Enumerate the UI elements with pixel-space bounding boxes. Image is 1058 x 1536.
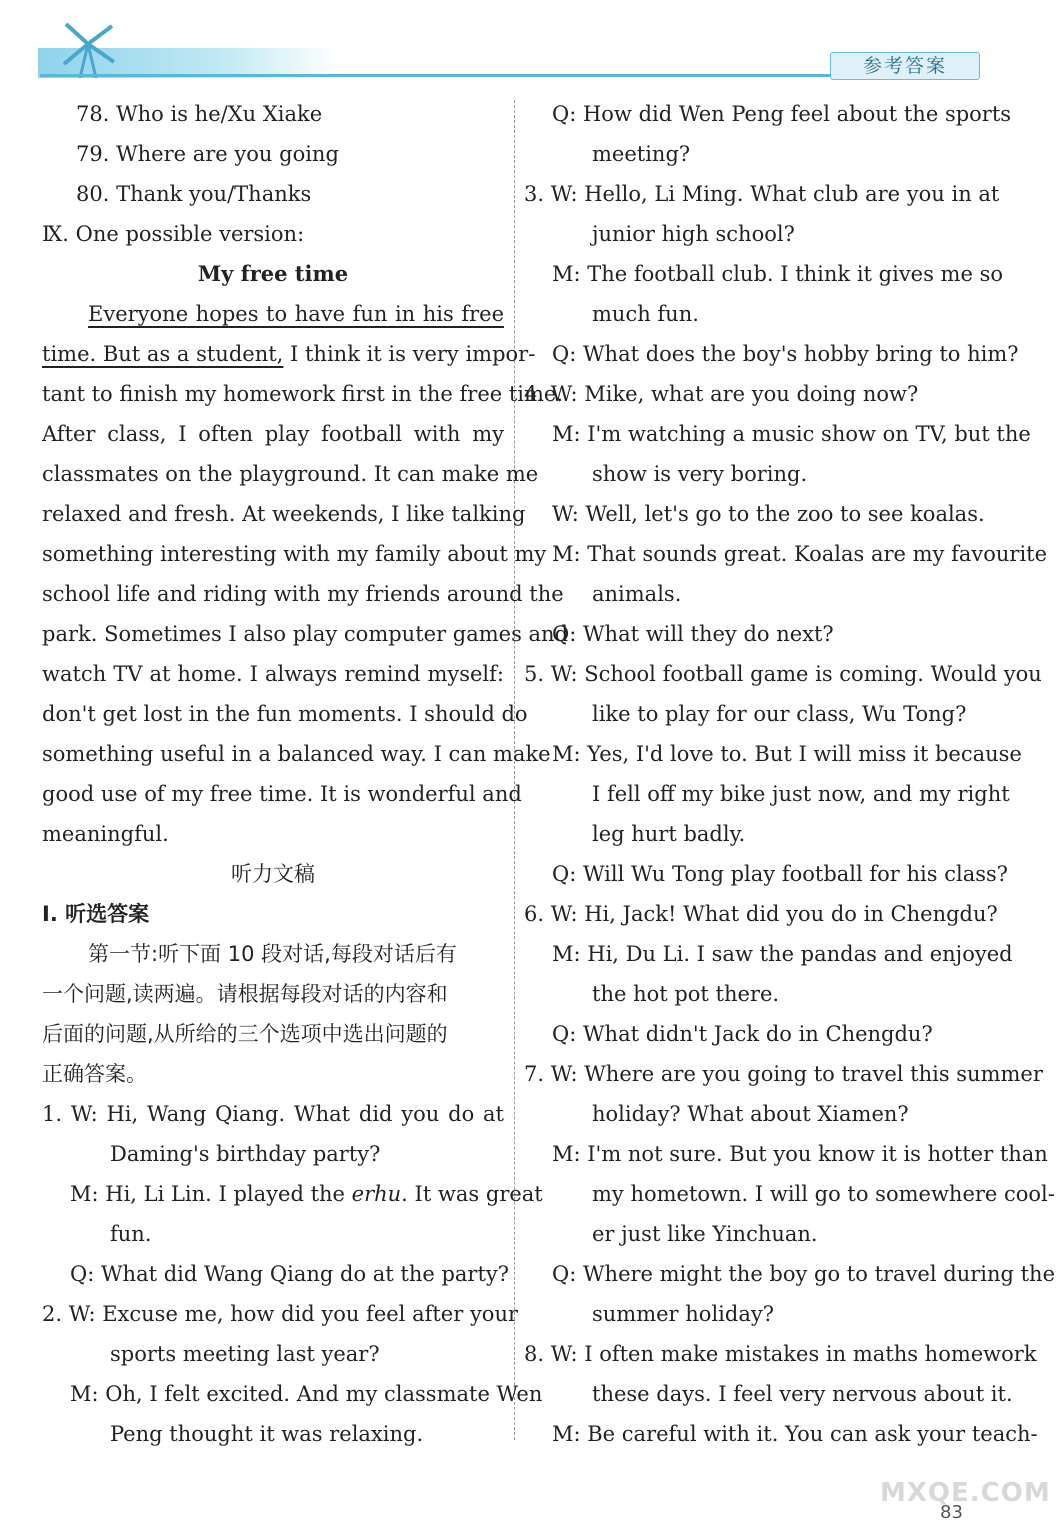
instruction-line: 正确答案。 — [42, 1062, 147, 1086]
essay-title: My free time — [197, 261, 349, 286]
listening-script-title: 听力文稿 — [231, 862, 315, 886]
dialogue-line: 8. W: I often make mistakes in maths homework — [524, 1342, 1037, 1366]
dialogue-text: M: Hi, Li Lin. I played the — [70, 1182, 352, 1206]
essay-line-rest: I think it is very impor- — [283, 342, 536, 366]
dialogue-question: Q: What does the boy's hobby bring to him? — [552, 342, 1019, 366]
dialogue-line: the hot pot there. — [592, 982, 780, 1006]
dialogue-question: Q: Where might the boy go to travel during the — [552, 1262, 1056, 1286]
dialogue-line: M: I'm watching a music show on TV, but the — [552, 422, 1031, 446]
right-column — [524, 94, 1056, 1454]
dialogue-line: M: I'm not sure. But you know it is hotter than — [552, 1142, 1048, 1166]
dialogue-line: show is very boring. — [592, 462, 808, 486]
dialogue-line: sports meeting last year? — [110, 1342, 380, 1366]
dialogue-question: Q: What did Wang Qiang do at the party? — [70, 1262, 510, 1286]
dialogue-line: er just like Yinchuan. — [592, 1222, 818, 1246]
dialogue-line: animals. — [592, 582, 682, 606]
answer-78: 78. Who is he/Xu Xiake — [76, 102, 323, 126]
dialogue-line: M: Yes, I'd love to. But I will miss it because — [552, 742, 1022, 766]
dialogue-line: 4. W: Mike, what are you doing now? — [524, 382, 919, 406]
dialogue-italic: erhu — [351, 1182, 402, 1206]
dialogue-line: meeting? — [592, 142, 691, 166]
essay-line: don't get lost in the fun moments. I should do — [42, 702, 528, 726]
page-number: 83 — [940, 1502, 963, 1523]
dialogue-line: leg hurt badly. — [592, 822, 746, 846]
dialogue-line: 5. W: School football game is coming. Would you — [524, 662, 1042, 686]
header-rule — [40, 74, 830, 77]
essay-line: classmates on the playground. It can make me — [42, 462, 539, 486]
essay-line — [42, 334, 536, 374]
dialogue-line: M: The football club. I think it gives me so — [552, 262, 1003, 286]
essay-line: school life and riding with my friends around the — [42, 582, 564, 606]
dialogue-line: like to play for our class, Wu Tong? — [592, 702, 967, 726]
instruction-line: 第一节:听下面 10 段对话,每段对话后有 — [88, 942, 457, 966]
column-divider — [514, 100, 515, 1440]
instruction-line: 后面的问题,从所给的三个选项中选出问题的 — [42, 1022, 448, 1046]
watermark: MXQE.COM — [880, 1478, 1051, 1508]
dialogue-line: 2. W: Excuse me, how did you feel after your — [42, 1302, 519, 1326]
instruction-line: 一个问题,读两遍。请根据每段对话的内容和 — [42, 982, 448, 1006]
windmill-icon — [58, 20, 118, 78]
essay-line: good use of my free time. It is wonderful and — [42, 782, 522, 806]
essay-line: meaningful. — [42, 822, 169, 846]
essay-line: something interesting with my family about my — [42, 542, 547, 566]
dialogue-question: Q: Will Wu Tong play football for his class? — [552, 862, 1009, 886]
dialogue-line: much fun. — [592, 302, 699, 326]
essay-line: After class, I often play football with my — [42, 422, 504, 446]
dialogue-line: 3. W: Hello, Li Ming. What club are you in at — [524, 182, 1000, 206]
answer-key-badge: 参考答案 — [830, 52, 980, 80]
dialogue-question: Q: How did Wen Peng feel about the sports — [552, 102, 1012, 126]
dialogue-line: M: Oh, I felt excited. And my classmate Wen — [70, 1382, 543, 1406]
listening-section-heading: Ⅰ. 听选答案 — [42, 902, 150, 926]
left-column — [42, 94, 569, 1454]
dialogue-line: W: Well, let's go to the zoo to see koalas. — [552, 502, 985, 526]
dialogue-line: 1. W: Hi, Wang Qiang. What did you do at — [42, 1102, 504, 1126]
dialogue-line: I fell off my bike just now, and my right — [592, 782, 1010, 806]
dialogue-line: junior high school? — [592, 222, 795, 246]
essay-line: Everyone hopes to have fun in his free — [88, 302, 504, 326]
dialogue-line: fun. — [110, 1222, 152, 1246]
dialogue-line: holiday? What about Xiamen? — [592, 1102, 909, 1126]
essay-line: relaxed and fresh. At weekends, I like talking — [42, 502, 526, 526]
dialogue-line — [42, 1174, 543, 1214]
essay-line: watch TV at home. I always remind myself: — [42, 662, 504, 686]
dialogue-line: my hometown. I will go to somewhere cool- — [592, 1182, 1055, 1206]
section-ix-heading: Ⅸ. One possible version: — [42, 222, 305, 246]
dialogue-question: Q: What will they do next? — [552, 622, 834, 646]
page-header — [0, 0, 1058, 90]
dialogue-line: M: Hi, Du Li. I saw the pandas and enjoyed — [552, 942, 1013, 966]
dialogue-line: Daming's birthday party? — [110, 1142, 381, 1166]
dialogue-line: 7. W: Where are you going to travel this summer — [524, 1062, 1043, 1086]
answer-79: 79. Where are you going — [76, 142, 339, 166]
answer-80: 80. Thank you/Thanks — [76, 182, 312, 206]
dialogue-line: 6. W: Hi, Jack! What did you do in Chengdu? — [524, 902, 998, 926]
essay-underlined-phrase: time. But as a student, — [42, 342, 284, 366]
essay-line: tant to finish my homework first in the free time. — [42, 382, 564, 406]
dialogue-line: these days. I feel very nervous about it. — [592, 1382, 1013, 1406]
dialogue-question: Q: What didn't Jack do in Chengdu? — [552, 1022, 933, 1046]
dialogue-text: . It was great — [401, 1182, 543, 1206]
essay-line: something useful in a balanced way. I can make — [42, 742, 551, 766]
essay-line: park. Sometimes I also play computer games and — [42, 622, 569, 646]
dialogue-line: M: Be careful with it. You can ask your teach- — [552, 1422, 1038, 1446]
dialogue-line: Peng thought it was relaxing. — [110, 1422, 424, 1446]
dialogue-line: M: That sounds great. Koalas are my favourite — [552, 542, 1048, 566]
dialogue-line: summer holiday? — [592, 1302, 774, 1326]
